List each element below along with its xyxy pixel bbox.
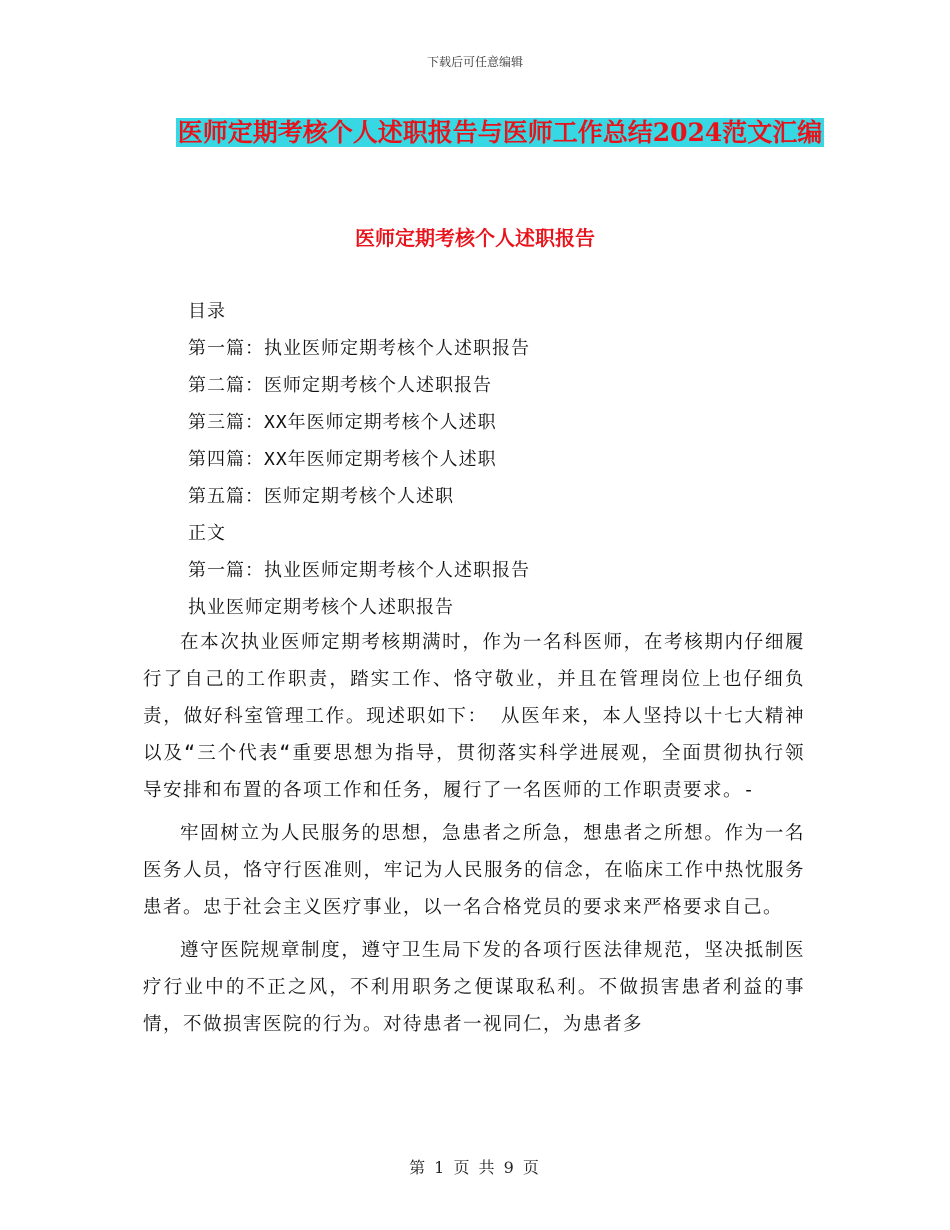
body-text [143,624,805,1049]
body-label: 正文 [188,523,226,544]
toc-item: 第三篇：XX年医师定期考核个人述职 [188,412,497,433]
table-of-contents [188,293,828,626]
document-title-text: 医师定期考核个人述职报告与医师工作总结2024范文汇编 [177,118,823,147]
header-note: 下载后可任意编辑 [426,55,523,69]
chapter-heading: 第一篇：执业医师定期考核个人述职报告 [188,560,530,581]
page-number-footer: 第 1 页 共 9 页 [409,1158,541,1177]
paragraph: 遵守医院规章制度，遵守卫生局下发的各项行医法律规范，坚决抵制医疗行业中的不正之风，不利用职务之便谋取私利。不做损害患者利益的事情，不做损害医院的行为。对待患者一视同仁，为患者多 [143,940,805,1035]
chapter-subtitle: 执业医师定期考核个人述职报告 [188,597,454,618]
document-title [150,112,850,154]
paragraph: 在本次执业医师定期考核期满时，作为一名科医师，在考核期内仔细履行了自己的工作职责，踏实工作、恪守敬业，并且在管理岗位上也仔细负责，做好科室管理工作。现述职如下： 从医年来，本人坚持以十七大精神以及“三个代表“重要思想为指导，贯彻落实科学进展观，全面贯彻执行领导安排和布置的各项工作和任务，履行了一名医师的工作职责要求。- [143,632,805,801]
toc-item: 第四篇：XX年医师定期考核个人述职 [188,449,497,470]
paragraph: 牢固树立为人民服务的思想，急患者之所急，想患者之所想。作为一名医务人员，恪守行医准则，牢记为人民服务的信念，在临床工作中热忱服务患者。忠于社会主义医疗事业，以一名合格党员的要求来严格要求自己。 [143,823,805,918]
toc-item: 第二篇：医师定期考核个人述职报告 [188,375,492,396]
toc-label: 目录 [188,301,226,322]
toc-item: 第五篇：医师定期考核个人述职 [188,486,454,507]
section-title: 医师定期考核个人述职报告 [355,226,595,250]
toc-item: 第一篇：执业医师定期考核个人述职报告 [188,338,530,359]
